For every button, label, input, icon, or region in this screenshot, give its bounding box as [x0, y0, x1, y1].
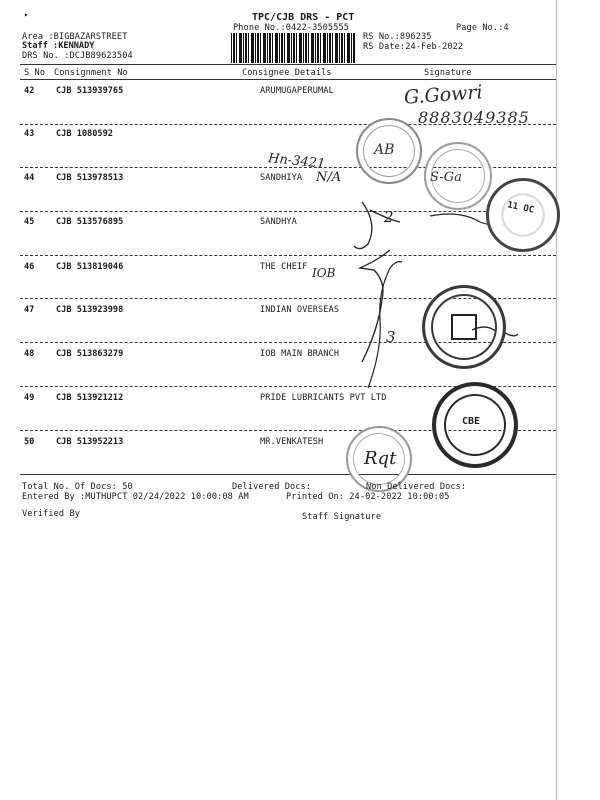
handwritten-phone: 8883049385: [418, 108, 530, 127]
row-consignment: CJB 513819046: [56, 262, 124, 272]
district-office-stamp: 11 OC: [486, 178, 560, 252]
row-consignee: ARUMUGAPERUMAL: [260, 86, 334, 96]
row-consignee: IOB MAIN BRANCH: [260, 349, 340, 359]
row-sno: 48: [24, 349, 35, 359]
pride-lubricants-stamp: CBE: [432, 382, 518, 468]
iob-bank-stamp: [422, 285, 506, 369]
column-header-consignee: Consignee Details: [242, 68, 332, 78]
row-sno: 46: [24, 262, 35, 272]
column-header-consignment: Consignment No: [54, 68, 128, 78]
barcode: [231, 33, 355, 63]
row-consignment: CJB 1080592: [56, 129, 113, 139]
library-office-stamp-2: S-Ga: [424, 142, 492, 210]
corner-arrow-icon: ▸: [24, 10, 29, 19]
column-header-sno: S No: [24, 68, 46, 78]
delivered-docs: Delivered Docs:: [232, 482, 312, 492]
rs-date: RS Date:24-Feb-2022: [363, 42, 464, 52]
row-consignee: INDIAN OVERSEAS: [260, 305, 340, 315]
row-consignee: PRIDE LUBRICANTS PVT LTD: [260, 393, 387, 403]
page-number: Page No.:4: [456, 23, 509, 33]
header-rule-bottom: [20, 79, 556, 80]
phone-number: Phone No.:0422-3505555: [233, 23, 350, 33]
row-sno: 49: [24, 393, 35, 403]
verified-by-label: Verified By: [22, 509, 81, 519]
venkatesh-stamp: Rqt: [346, 426, 412, 492]
row-sno: 44: [24, 173, 35, 183]
staff-label: Staff :KENNADY: [22, 41, 95, 51]
row-consignment: CJB 513978513: [56, 173, 124, 183]
row-consignee: THE CHEIF: [260, 262, 308, 272]
row-consignment: CJB 513576895: [56, 217, 124, 227]
row-sno: 45: [24, 217, 35, 227]
staff-signature-label: Staff Signature: [302, 512, 382, 522]
header-rule-top: [20, 64, 556, 65]
handwritten-iob: IOB: [312, 266, 336, 280]
row-sno: 47: [24, 305, 35, 315]
row-consignment: CJB 513921212: [56, 393, 124, 403]
rs-number: RS No.:896235: [363, 32, 432, 42]
table-bottom-rule: [20, 474, 556, 475]
handwritten-bracket-label-2: 2: [384, 208, 394, 226]
non-delivered-docs: Non Delivered Docs:: [366, 482, 467, 492]
total-docs: Total No. Of Docs: 50: [22, 482, 133, 492]
row-consignee: SANDHIYA: [260, 173, 303, 183]
row-consignment: CJB 513923998: [56, 305, 124, 315]
row-consignment: CJB 513939765: [56, 86, 124, 96]
row-sno: 42: [24, 86, 35, 96]
page-edge-line: [556, 0, 557, 800]
row-consignment: CJB 513952213: [56, 437, 124, 447]
row-consignee: MR.VENKATESH: [260, 437, 324, 447]
area-label: Area :BIGBAZARSTREET: [22, 32, 128, 42]
drs-number: DRS No. :DCJB89623504: [22, 51, 133, 61]
handwritten-note-a: Hn-3421: [267, 151, 326, 172]
row-sno: 50: [24, 437, 35, 447]
column-header-signature: Signature: [424, 68, 472, 78]
library-office-stamp: AB: [356, 118, 422, 184]
handwritten-signature-row42: G.Gowri: [403, 81, 484, 109]
document-title: TPC/CJB DRS - PCT: [252, 12, 355, 23]
handwritten-note-b: N/A: [316, 170, 342, 185]
row-consignment: CJB 513863279: [56, 349, 124, 359]
entered-by: Entered By :MUTHUPCT 02/24/2022 10:00:08 AM: [22, 492, 249, 502]
row-consignee: SANDHYA: [260, 217, 297, 227]
row-sno: 43: [24, 129, 35, 139]
printed-on: Printed On: 24-02-2022 10:00:05: [286, 492, 450, 502]
handwritten-bracket-label-3: 3: [386, 328, 396, 346]
